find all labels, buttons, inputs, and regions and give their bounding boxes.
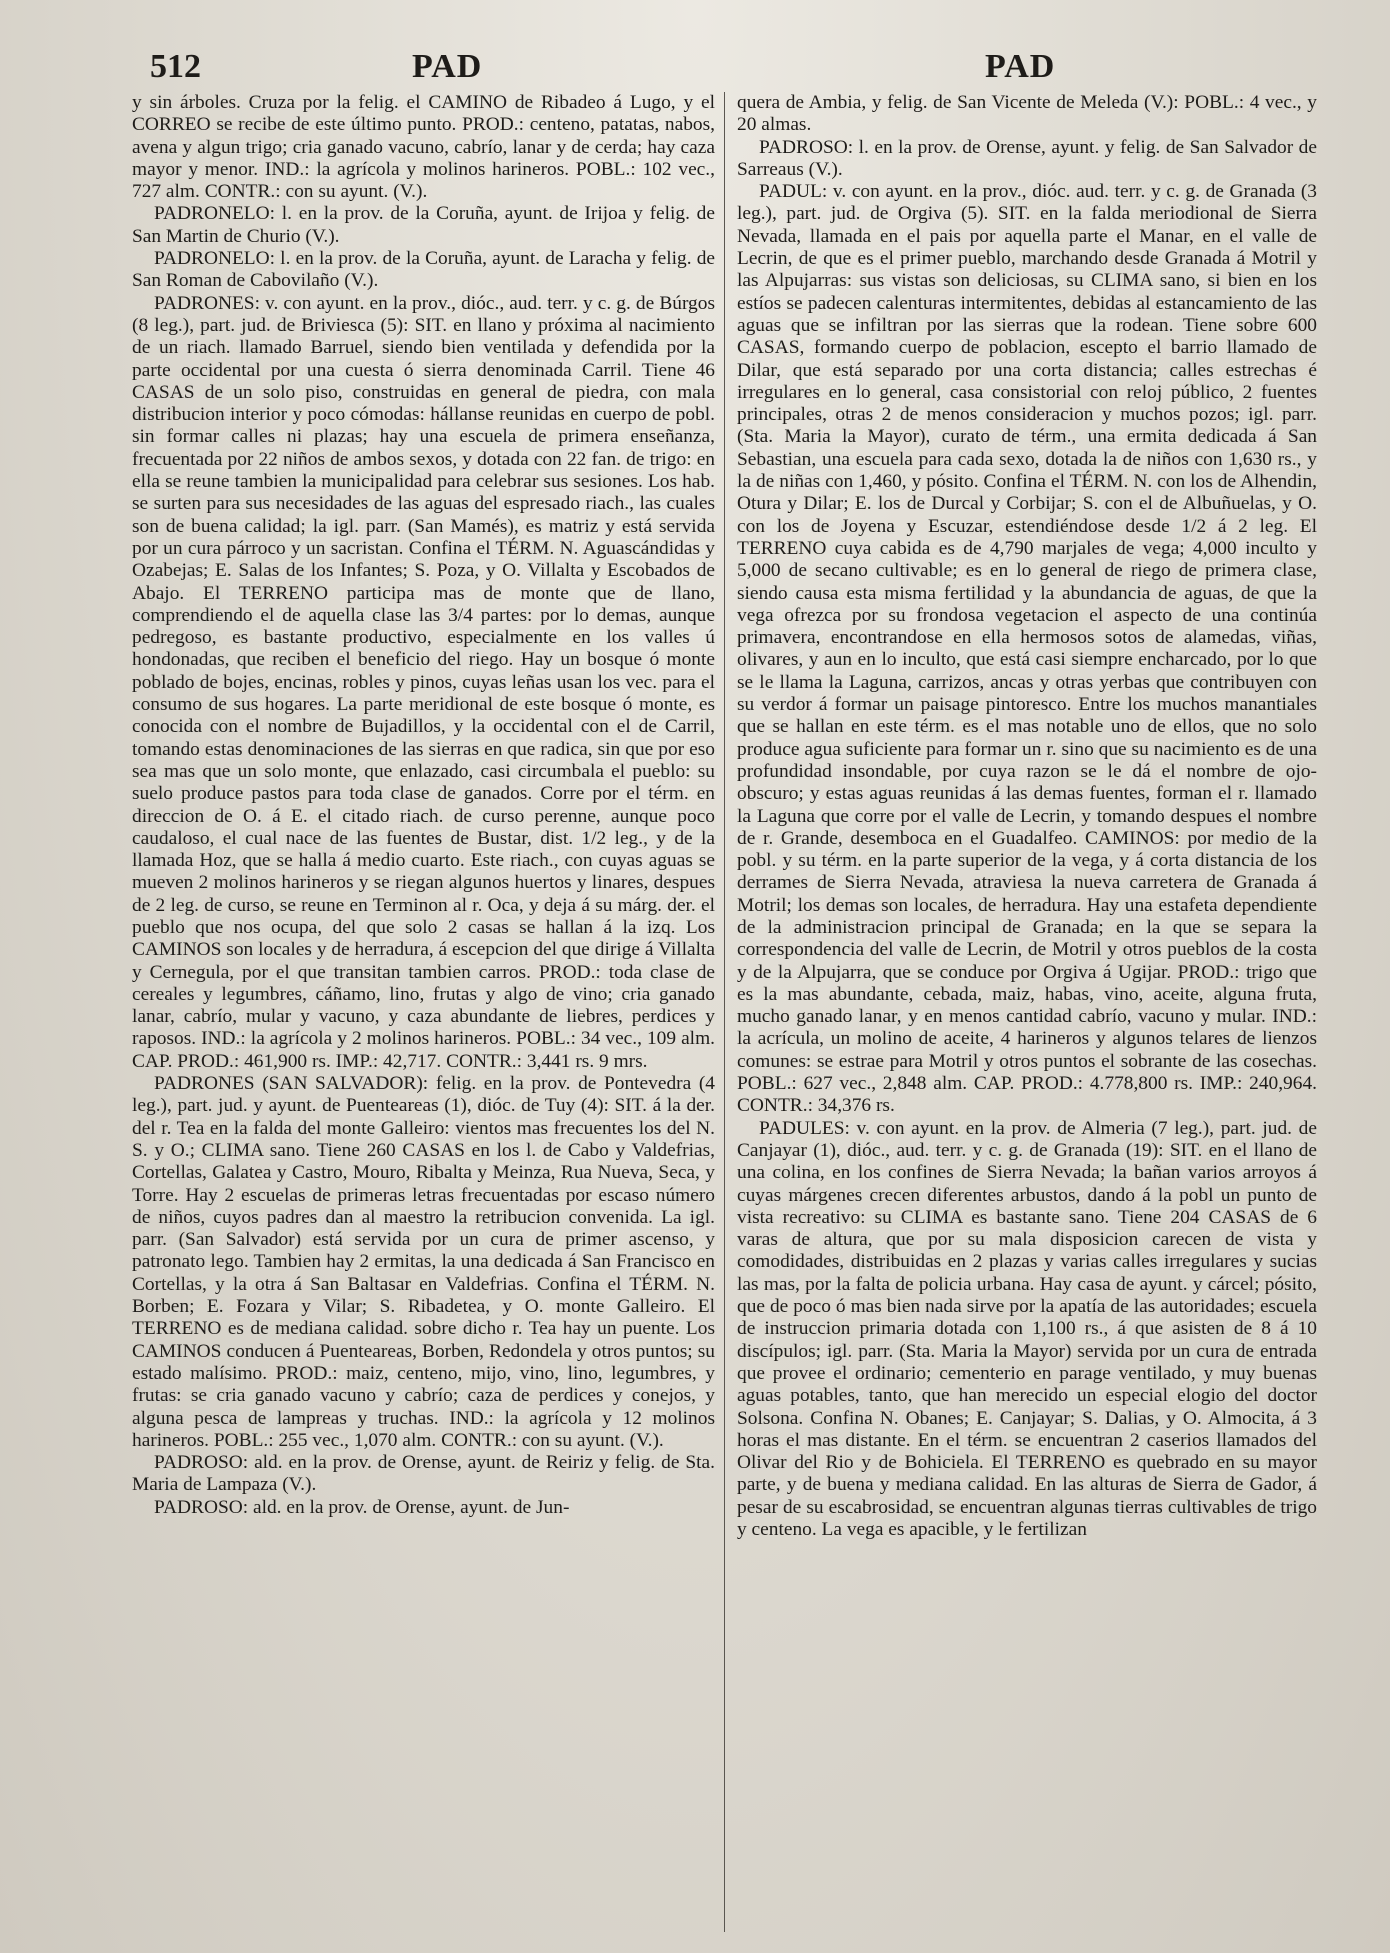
entry-continued: y sin árboles. Cruza por la felig. el CAMINO de Ribadeo á Lugo, y el CORREO se recibe de este último punto. PROD.: centeno, patatas, nabos, avena y algun trigo; cria ganado vacuno, cabrío, lanar y de cerda; hay caza mayor y menor. IND.: la agrícola y molinos harineros. POBL.: 102 vec., 727 alm. CONTR.: con su ayunt. (V.). (132, 92, 715, 203)
entry-padronelo-irijoa: PADRONELO: l. en la prov. de la Coruña, ayunt. de Irijoa y felig. de San Martin de Churio (V.). (132, 203, 715, 247)
column-divider (724, 92, 725, 1932)
entry-padroso-reiriz: PADROSO: ald. en la prov. de Orense, ayunt. de Reiriz y felig. de Sta. Maria de Lampaza (V.). (132, 1452, 715, 1496)
entry-padroso-junquera: PADROSO: ald. en la prov. de Orense, ayunt. de Jun- (154, 1496, 570, 1518)
running-head-right: PAD (985, 48, 1056, 85)
entry-padules: PADULES: v. con ayunt. en la prov. de Almeria (7 leg.), part. jud. de Canjayar (1), dióc., aud. terr. y c. g. de Granada (19): SIT. en el llano de una colina, en los confines de Sierra Nevada; la bañan varios arroyos á cuyas márgenes crecen diferentes arbustos, dando á la pobl un punto de vista recreativo: su CLIMA es bastante sano. Tiene 204 CASAS de 6 varas de altura, que por su mala disposicion carecen de vista y comodidades, distribuidas en 2 plazas y varias calles irregulares y sucias las mas, por la falta de policia urbana. Hay casa de ayunt. y cárcel; pósito, que de poco ó mas bien nada sirve por la apatía de las autoridades; escuela de instruccion primaria dotada con 1,100 rs., á que asisten de 8 á 10 discípulos; igl. parr. (Sta. Maria la Mayor) servida por un cura de entrada que provee el ordinario; cementerio en parage ventilado, y muy buenas aguas potables, tanto, que han merecido un especial elogio del doctor Solsona. Confina N. Obanes; E. Canjayar; S. Dalias, y O. Almocita, á 3 horas el mas distante. En el térm. se encuentran 2 caserios llamados del Olivar del Rio y de Bohiciela. El TERRENO es quebrado en su mayor parte, y de buena y mediana calidad. En las alturas de Sierra de Gador, á pesar de su escabrosidad, se encuentran algunas tierras cultivables de trigo y centeno. La vega es apacible, y le fertilizan (737, 1117, 1317, 1540)
entry-padroso-continued: quera de Ambia, y felig. de San Vicente de Meleda (V.): POBL.: 4 vec., y 20 almas. (737, 92, 1317, 136)
entry-padronelo-laracha: PADRONELO: l. en la prov. de la Coruña, ayunt. de Laracha y felig. de San Roman de Cabovilaño (V.). (132, 248, 715, 292)
entry-padul: PADUL: v. con ayunt. en la prov., dióc. aud. terr. y c. g. de Granada (3 leg.), part. jud. de Orgiva (5). SIT. en la falda meriodional de Sierra Nevada, llamada en el pais por aquella parte el Manar, en el valle de Lecrin, de que es el primer pueblo, marchando desde Granada á Motril y las Alpujarras: sus vistas son deliciosas, su CLIMA sano, si bien en los estíos se padecen calenturas intermitentes, debidas al estancamiento de las aguas que se infiltran por las sierras que la rodean. Tiene sobre 600 CASAS, formando cuerpo de poblacion, escepto el barrio llamado de Dilar, que está separado por una corta distancia; calles estrechas é irregulares en lo general, casa consistorial con reloj público, 2 fuentes principales, otras 2 de menos consideracion y muchos pozos; igl. parr. (Sta. Maria la Mayor), curato de térm., una ermita dedicada á San Sebastian, una escuela para cada sexo, dotada la de niños con 1,630 rs., y la de niñas con 1,460, y pósito. Confina el TÉRM. N. con los de Alhendin, Otura y Dilar; E. los de Durcal y Corbijar; S. con el de Albuñuelas, y O. con los de Joyena y Escuzar, estendiéndose desde 1/2 á 2 leg. El TERRENO cuya cabida es de 4,790 marjales de vega; 4,000 inculto y 5,000 de secano cultivable; es en lo general de riego de primera clase, siendo causa esta misma fertilidad y la abundancia de aguas, de que la vega ofrezca por su frondosa vegetacion el aspecto de una continúa primavera, encontrandose en ella hermosos sotos de alamedas, viñas, olivares, y aun en lo inculto, que está casi siempre encharcado, por lo que se le llama la Laguna, carrizos, ancas y otras yerbas que contribuyen con su verdor á formar un paisage pintoresco. Entre los muchos manantiales que se hallan en este térm. es el mas notable uno de ellos, que no solo produce agua suficiente para formar un r. sino que su nacimiento es de una profundidad insondable, por cuya razon se le dá el nombre de ojo-obscuro; y estas aguas reunidas á las demas fuentes, forman el r. llamado la Laguna que corre por el valle de Lecrin, y tomando despues el nombre de r. Grande, desemboca en el Guadalfeo. CAMINOS: por medio de la pobl. y su térm. en la parte superior de la vega, y á corta distancia de los derrames de Sierra Nevada, atraviesa la nueva carretera de Granada á Motril; los demas son locales, de herradura. Hay una estafeta dependiente de la administracion principal de Granada; en la que se separa la correspondencia del valle de Lecrin, de Motril y otros pueblos de la costa y de la Alpujarra, que se conduce por Orgiva á Ugijar. PROD.: trigo que es la mas abundante, cebada, maiz, habas, vino, aceite, alguna fruta, mucho ganado lanar, y en menos cantidad cabrío, vacuno y mular. IND.: la acrícula, un molino de aceite, 4 harineros y algunos telares de lienzos comunes: se estrae para Motril y otros puntos el sobrante de las cosechas. POBL.: 627 vec., 2,848 alm. CAP. PROD.: 4.778,800 rs. IMP.: 240,964. CONTR.: 34,376 rs. (737, 181, 1317, 1117)
running-head-left: PAD (412, 48, 483, 85)
entry-padroso-sarreaus: PADROSO: l. en la prov. de Orense, ayunt. y felig. de San Salvador de Sarreaus (V.). (737, 136, 1317, 180)
left-column (132, 92, 715, 1938)
entry-padrones-san-salvador: PADRONES (SAN SALVADOR): felig. en la prov. de Pontevedra (4 leg.), part. jud. y ayunt. de Puenteareas (1), dióc. de Tuy (4): SIT. á la der. del r. Tea en la falda del monte Galleiro: vientos mas frecuentes los del N. S. y O.; CLIMA sano. Tiene 260 CASAS en los l. de Cabo y Valdefrias, Cortellas, Galatea y Castro, Mouro, Ribalta y Meinza, Rua Nueva, Seca, y Torre. Hay 2 escuelas de primeras letras frecuentadas por escaso número de niños, cuyos padres dan al maestro la retribucion convenida. La igl. parr. (San Salvador) está servida por un cura de primer ascenso, y patronato lego. Tambien hay 2 ermitas, la una dedicada á San Francisco en Cortellas, y la otra á San Baltasar en Valdefrias. Confina el TÉRM. N. Borben; E. Fozara y Vilar; S. Ribadetea, y O. monte Galleiro. El TERRENO es de mediana calidad. sobre dicho r. Tea hay un puente. Los CAMINOS conducen á Puenteareas, Borben, Redondela y otros puntos; su estado malísimo. PROD.: maiz, centeno, mijo, vino, lino, legumbres, y frutas: se cria ganado vacuno y cabrío; caza de perdices y conejos, y alguna pesca de lampreas y truchas. IND.: la agrícola y 12 molinos harineros. POBL.: 255 vec., 1,070 alm. CONTR.: con su ayunt. (V.). (132, 1073, 715, 1451)
right-column (737, 92, 1317, 1938)
page-number: 512 (150, 48, 201, 85)
entry-padrones: PADRONES: v. con ayunt. en la prov., dióc., aud. terr. y c. g. de Búrgos (8 leg.), part. jud. de Briviesca (5): SIT. en llano y próxima al nacimiento de un riach. llamado Barruel, siendo bien ventilada y defendida por la parte occidental por una cuesta ó sierra denominada Carril. Tiene 46 CASAS de un solo piso, construidas en general de piedra, con mala distribucion interior y poco cómodas: hállanse reunidas en cuerpo de pobl. sin formar calles ni plazas; hay una escuela de primera enseñanza, frecuentada por 22 niños de ambos sexos, y dotada con 22 fan. de trigo: en ella se reune tambien la municipalidad para celebrar sus sesiones. Los hab. se surten para sus necesidades de las aguas del espresado riach., las cuales son de buena calidad; la igl. parr. (San Mamés), es matriz y está servida por un cura párroco y un sacristan. Confina el TÉRM. N. Aguascándidas y Ozabejas; E. Salas de los Infantes; S. Poza, y O. Villalta y Escobados de Abajo. El TERRENO participa mas de monte que de llano, comprendiendo el de aquella clase las 3/4 partes: por lo demas, aunque pedregoso, es bastante productivo, especialmente en los valles ú hondonadas, que reciben el beneficio del riego. Hay un bosque ó monte poblado de bojes, encinas, robles y pinos, cuyas leñas usan los vec. para el consumo de sus hogares. La parte meridional de este bosque ó monte, es conocida con el nombre de Bujadillos, y la occidental con el de Carril, tomando estas denominaciones de las sierras en que radica, sin que por eso sea mas que un solo monte, que enlazado, casi circumbala el pueblo: su suelo produce pastos para toda clase de ganados. Corre por el térm. en direccion de O. á E. el citado riach. de curso perenne, aunque poco caudaloso, el cual nace de las fuentes de Bustar, dist. 1/2 leg., y de la llamada Hoz, que se halla á medio cuarto. Este riach., con cuyas aguas se mueven 2 molinos harineros y se riegan algunos huertos y linares, despues de 2 leg. de curso, se reune en Terminon al r. Oca, y deja á su márg. der. el pueblo que nos ocupa, del que solo 2 casas se hallan á la izq. Los CAMINOS son locales y de herradura, á escepcion del que dirige á Villalta y Cernegula, por el que transitan tambien carros. PROD.: toda clase de cereales y legumbres, cáñamo, lino, frutas y algo de vino; cria ganado lanar, cabrío, mular y vacuno, y caza abundante de liebres, perdices y raposos. IND.: la agrícola y 2 molinos harineros. POBL.: 34 vec., 109 alm. CAP. PROD.: 461,900 rs. IMP.: 42,717. CONTR.: 3,441 rs. 9 mrs. (132, 292, 715, 1072)
page-header (150, 48, 1330, 92)
